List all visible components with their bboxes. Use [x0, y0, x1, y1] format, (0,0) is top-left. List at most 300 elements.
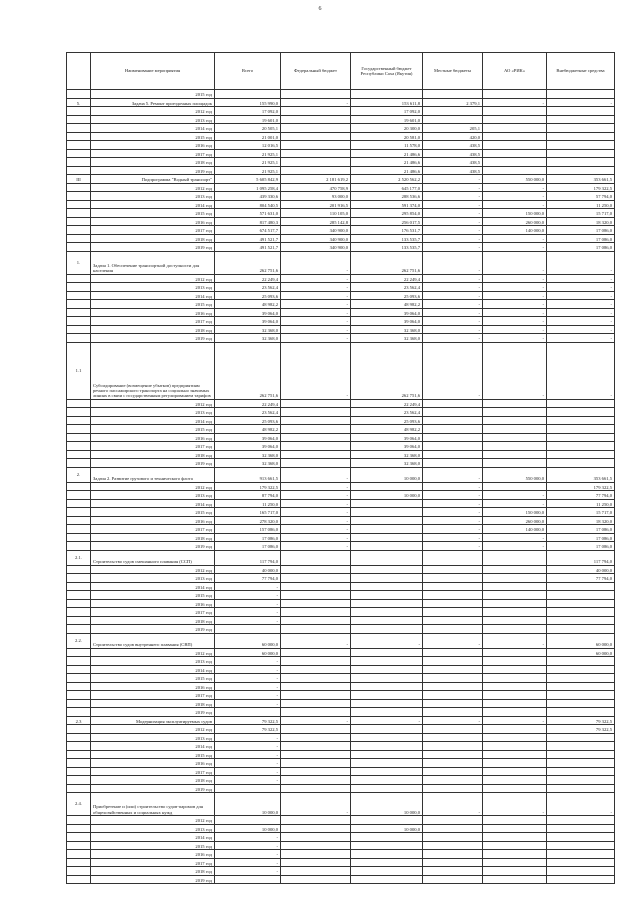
row-number: 2.4. — [67, 793, 91, 816]
row-number: III — [67, 175, 91, 184]
cell-state — [351, 542, 423, 551]
cell-federal: 340 900,0 — [281, 226, 351, 235]
cell-federal: - — [281, 499, 351, 508]
row-number — [67, 90, 91, 99]
cell-rik — [483, 565, 547, 574]
cell-extrabudget — [547, 625, 615, 634]
row-name: 2019 год — [91, 243, 215, 252]
cell-extrabudget: 17 086,0 — [547, 226, 615, 235]
cell-total: 60 000,0 — [215, 648, 281, 657]
cell-total: 117 794,0 — [215, 550, 281, 565]
cell-local — [423, 107, 483, 116]
table-row — [67, 158, 615, 167]
row-name: 2012 год — [91, 107, 215, 116]
row-name: 2019 год — [91, 334, 215, 343]
cell-federal — [281, 149, 351, 158]
cell-rik — [483, 816, 547, 825]
table-row — [67, 625, 615, 634]
row-number — [67, 725, 91, 734]
cell-extrabudget — [547, 115, 615, 124]
table-row — [67, 226, 615, 235]
cell-rik — [483, 733, 547, 742]
cell-rik — [483, 625, 547, 634]
row-name: 2013 год — [91, 283, 215, 292]
cell-federal: 470 758,9 — [281, 183, 351, 192]
table-row — [67, 234, 615, 243]
row-name: 2014 год — [91, 499, 215, 508]
table-row — [67, 149, 615, 158]
cell-extrabudget — [547, 425, 615, 434]
row-name: 2017 год — [91, 149, 215, 158]
cell-extrabudget — [547, 608, 615, 617]
cell-local: - — [423, 243, 483, 252]
table-row — [67, 274, 615, 283]
cell-state: - — [351, 633, 423, 648]
cell-state: 32 368,0 — [351, 334, 423, 343]
cell-rik: - — [483, 251, 547, 274]
cell-total: - — [215, 867, 281, 876]
table-row — [67, 408, 615, 417]
cell-total: - — [215, 582, 281, 591]
cell-total: 22 249,4 — [215, 399, 281, 408]
cell-federal — [281, 841, 351, 850]
cell-federal — [281, 858, 351, 867]
row-name: 2016 год — [91, 217, 215, 226]
cell-state: 48 982,2 — [351, 425, 423, 434]
cell-local: 438,5 — [423, 158, 483, 167]
cell-rik — [483, 767, 547, 776]
cell-local: - — [423, 334, 483, 343]
cell-rik — [483, 665, 547, 674]
row-name: 2019 год — [91, 708, 215, 717]
cell-federal: 201 916,5 — [281, 200, 351, 209]
cell-federal — [281, 657, 351, 666]
cell-rik: - — [483, 542, 547, 551]
cell-state — [351, 850, 423, 859]
cell-rik: 140 000,0 — [483, 226, 547, 235]
cell-rik — [483, 691, 547, 700]
row-number — [67, 699, 91, 708]
cell-state: 21 486,6 — [351, 158, 423, 167]
cell-extrabudget: - — [547, 793, 615, 816]
row-number — [67, 608, 91, 617]
cell-local: - — [423, 793, 483, 816]
cell-extrabudget — [547, 90, 615, 99]
cell-federal: - — [281, 308, 351, 317]
cell-extrabudget: - — [547, 308, 615, 317]
row-number — [67, 107, 91, 116]
row-name: 2014 год — [91, 742, 215, 751]
row-name: 2016 год — [91, 433, 215, 442]
row-name: 2018 год — [91, 325, 215, 334]
row-number — [67, 508, 91, 517]
cell-rik — [483, 115, 547, 124]
cell-federal — [281, 699, 351, 708]
cell-local — [423, 450, 483, 459]
table-row — [67, 824, 615, 833]
row-name: 2013 год — [91, 824, 215, 833]
cell-rik — [483, 875, 547, 884]
cell-local — [423, 867, 483, 876]
cell-rik — [483, 867, 547, 876]
cell-rik: - — [483, 633, 547, 648]
cell-local: - — [423, 542, 483, 551]
cell-local: - — [423, 183, 483, 192]
cell-local — [423, 833, 483, 842]
cell-state: 176 531,7 — [351, 226, 423, 235]
cell-total: 491 521,7 — [215, 243, 281, 252]
cell-extrabudget: 57 794,0 — [547, 192, 615, 201]
cell-rik — [483, 699, 547, 708]
cell-rik — [483, 450, 547, 459]
cell-federal — [281, 591, 351, 600]
row-number — [67, 574, 91, 583]
row-name: 2012 год — [91, 274, 215, 283]
table-row — [67, 251, 615, 274]
row-number — [67, 300, 91, 309]
cell-total: 17 086,0 — [215, 533, 281, 542]
cell-extrabudget: 117 794,0 — [547, 550, 615, 565]
cell-total — [215, 708, 281, 717]
table-row — [67, 665, 615, 674]
row-name: 2013 год — [91, 574, 215, 583]
row-number — [67, 149, 91, 158]
row-number — [67, 166, 91, 175]
row-number — [67, 209, 91, 218]
cell-total: 79 322,5 — [215, 725, 281, 734]
cell-extrabudget — [547, 408, 615, 417]
cell-state: 591 374,0 — [351, 200, 423, 209]
cell-total — [215, 816, 281, 825]
cell-local — [423, 115, 483, 124]
row-number — [67, 591, 91, 600]
row-name: 2019 год — [91, 542, 215, 551]
cell-federal — [281, 665, 351, 674]
cell-extrabudget — [547, 742, 615, 751]
cell-rik: 140 000,0 — [483, 525, 547, 534]
cell-total: 674 517,7 — [215, 226, 281, 235]
cell-rik: - — [483, 98, 547, 107]
cell-extrabudget — [547, 107, 615, 116]
cell-extrabudget — [547, 708, 615, 717]
cell-rik — [483, 425, 547, 434]
cell-extrabudget — [547, 784, 615, 793]
row-number — [67, 784, 91, 793]
cell-extrabudget — [547, 682, 615, 691]
cell-federal — [281, 425, 351, 434]
cell-rik — [483, 708, 547, 717]
row-number — [67, 750, 91, 759]
row-number — [67, 283, 91, 292]
table-row — [67, 648, 615, 657]
row-name: 2017 год — [91, 858, 215, 867]
row-number — [67, 192, 91, 201]
cell-extrabudget — [547, 776, 615, 785]
cell-state — [351, 742, 423, 751]
table-row — [67, 875, 615, 884]
cell-state: 48 982,2 — [351, 300, 423, 309]
row-number — [67, 665, 91, 674]
cell-local: - — [423, 467, 483, 482]
cell-federal — [281, 733, 351, 742]
cell-extrabudget — [547, 665, 615, 674]
cell-local — [423, 416, 483, 425]
cell-total: 817 480,3 — [215, 217, 281, 226]
cell-total: - — [215, 733, 281, 742]
cell-local — [423, 725, 483, 734]
cell-local: 420,0 — [423, 132, 483, 141]
cell-total: - — [215, 858, 281, 867]
row-name: 2018 год — [91, 867, 215, 876]
cell-rik — [483, 141, 547, 150]
cell-rik: - — [483, 533, 547, 542]
row-name: 2013 год — [91, 733, 215, 742]
cell-extrabudget: - — [547, 283, 615, 292]
cell-state — [351, 582, 423, 591]
row-name: 2016 год — [91, 141, 215, 150]
cell-local — [423, 824, 483, 833]
cell-local — [423, 665, 483, 674]
cell-federal: - — [281, 251, 351, 274]
cell-total: 77 794,0 — [215, 574, 281, 583]
cell-rik — [483, 149, 547, 158]
header-federal: Федеральный бюджет — [281, 53, 351, 90]
cell-total: 12 016,5 — [215, 141, 281, 150]
row-name: 2017 год — [91, 691, 215, 700]
table-row — [67, 850, 615, 859]
cell-extrabudget — [547, 433, 615, 442]
cell-state: 256 017,5 — [351, 217, 423, 226]
cell-total: - — [215, 850, 281, 859]
row-number: 1.1 — [67, 342, 91, 399]
cell-state: 23 562,4 — [351, 283, 423, 292]
cell-rik: - — [483, 243, 547, 252]
row-name: 2015 год — [91, 132, 215, 141]
cell-local — [423, 759, 483, 768]
cell-federal — [281, 784, 351, 793]
cell-extrabudget — [547, 599, 615, 608]
row-name: 2015 год — [91, 750, 215, 759]
row-number — [67, 334, 91, 343]
cell-extrabudget: 17 086,0 — [547, 542, 615, 551]
table-row — [67, 716, 615, 725]
row-number — [67, 841, 91, 850]
cell-local — [423, 657, 483, 666]
cell-state — [351, 759, 423, 768]
row-name: 2015 год — [91, 674, 215, 683]
cell-federal — [281, 459, 351, 468]
cell-federal: 340 900,0 — [281, 243, 351, 252]
cell-total: 5 605 842,9 — [215, 175, 281, 184]
cell-total: 17 092,0 — [215, 107, 281, 116]
table-row — [67, 442, 615, 451]
cell-local — [423, 708, 483, 717]
table-row — [67, 342, 615, 399]
cell-state — [351, 657, 423, 666]
cell-rik: - — [483, 334, 547, 343]
cell-total: - — [215, 591, 281, 600]
row-number — [67, 499, 91, 508]
cell-total: - — [215, 750, 281, 759]
table-row — [67, 132, 615, 141]
cell-state: 23 562,4 — [351, 408, 423, 417]
row-name: Строительство судов внутреннего плавания (СВП) — [91, 633, 215, 648]
cell-total: 439 330,6 — [215, 192, 281, 201]
row-name: Приобретение и (или) строительство судов-паромов для общехозяйственных и социальных нужд — [91, 793, 215, 816]
row-name: 2016 год — [91, 516, 215, 525]
cell-local — [423, 433, 483, 442]
cell-rik: - — [483, 234, 547, 243]
cell-state — [351, 699, 423, 708]
cell-total: - — [215, 608, 281, 617]
cell-state — [351, 841, 423, 850]
row-name: 2012 год — [91, 565, 215, 574]
table-row — [67, 115, 615, 124]
cell-state — [351, 499, 423, 508]
cell-total: 804 540,5 — [215, 200, 281, 209]
header-state: Государственный бюджет Республики Саха (Якутия) — [351, 53, 423, 90]
table-row — [67, 243, 615, 252]
row-number — [67, 115, 91, 124]
cell-total: - — [215, 599, 281, 608]
cell-state — [351, 725, 423, 734]
table-row — [67, 742, 615, 751]
cell-state: - — [351, 716, 423, 725]
row-number — [67, 158, 91, 167]
cell-federal — [281, 599, 351, 608]
row-name: Строительство судов смешанного плавания (ССП) — [91, 550, 215, 565]
cell-state: 10 000,0 — [351, 824, 423, 833]
cell-local — [423, 691, 483, 700]
row-number — [67, 416, 91, 425]
cell-rik — [483, 599, 547, 608]
cell-rik: 550 000,0 — [483, 175, 547, 184]
cell-total: 179 322,5 — [215, 482, 281, 491]
cell-state: 22 249,4 — [351, 399, 423, 408]
cell-federal: 110 105,0 — [281, 209, 351, 218]
table-row — [67, 784, 615, 793]
cell-local — [423, 648, 483, 657]
row-number — [67, 759, 91, 768]
cell-local — [423, 608, 483, 617]
cell-federal — [281, 416, 351, 425]
row-number — [67, 433, 91, 442]
cell-local — [423, 816, 483, 825]
row-number — [67, 482, 91, 491]
cell-federal: - — [281, 274, 351, 283]
cell-total: 278 320,0 — [215, 516, 281, 525]
cell-rik: 260 000,0 — [483, 217, 547, 226]
cell-federal — [281, 875, 351, 884]
cell-local — [423, 399, 483, 408]
cell-extrabudget: 179 322,5 — [547, 482, 615, 491]
table-row — [67, 682, 615, 691]
cell-extrabudget — [547, 674, 615, 683]
cell-state: 262 751,6 — [351, 342, 423, 399]
cell-total: 32 368,0 — [215, 325, 281, 334]
cell-local — [423, 858, 483, 867]
row-number — [67, 682, 91, 691]
cell-extrabudget: 15 717,0 — [547, 508, 615, 517]
row-name: 2017 год — [91, 767, 215, 776]
cell-rik: - — [483, 291, 547, 300]
cell-state: 25 093,6 — [351, 291, 423, 300]
cell-local: - — [423, 525, 483, 534]
row-number — [67, 833, 91, 842]
cell-rik: - — [483, 283, 547, 292]
cell-state: 288 536,6 — [351, 192, 423, 201]
cell-local: - — [423, 633, 483, 648]
cell-state: 21 486,6 — [351, 166, 423, 175]
cell-extrabudget: 18 320,0 — [547, 516, 615, 525]
cell-total: - — [215, 776, 281, 785]
table-row — [67, 467, 615, 482]
cell-local: - — [423, 274, 483, 283]
cell-extrabudget — [547, 399, 615, 408]
cell-total: 10 000,0 — [215, 793, 281, 816]
row-number — [67, 291, 91, 300]
row-number — [67, 616, 91, 625]
row-number — [67, 217, 91, 226]
cell-state: 39 064,0 — [351, 433, 423, 442]
cell-rik — [483, 582, 547, 591]
cell-federal — [281, 759, 351, 768]
row-number — [67, 776, 91, 785]
header-local: Местные бюджеты — [423, 53, 483, 90]
cell-extrabudget — [547, 759, 615, 768]
table-row — [67, 516, 615, 525]
row-number — [67, 408, 91, 417]
cell-local: - — [423, 482, 483, 491]
cell-federal: - — [281, 716, 351, 725]
cell-federal — [281, 115, 351, 124]
cell-local: - — [423, 499, 483, 508]
row-name: 2018 год — [91, 533, 215, 542]
cell-federal: - — [281, 525, 351, 534]
cell-federal — [281, 399, 351, 408]
row-number — [67, 442, 91, 451]
table-row — [67, 124, 615, 133]
cell-federal — [281, 682, 351, 691]
cell-extrabudget — [547, 582, 615, 591]
cell-extrabudget — [547, 841, 615, 850]
cell-state — [351, 525, 423, 534]
cell-total: 21 925,1 — [215, 166, 281, 175]
cell-total: 39 064,0 — [215, 433, 281, 442]
row-number: 1. — [67, 251, 91, 274]
cell-local — [423, 742, 483, 751]
cell-rik: 150 000,0 — [483, 209, 547, 218]
row-number — [67, 124, 91, 133]
cell-federal: - — [281, 633, 351, 648]
row-number — [67, 850, 91, 859]
row-name: 2016 год — [91, 308, 215, 317]
row-number: 2.2. — [67, 633, 91, 648]
row-name: 2017 год — [91, 442, 215, 451]
cell-state — [351, 625, 423, 634]
cell-state: 11 578,0 — [351, 141, 423, 150]
table-row — [67, 608, 615, 617]
row-number — [67, 525, 91, 534]
cell-local: - — [423, 491, 483, 500]
cell-federal — [281, 124, 351, 133]
cell-extrabudget — [547, 657, 615, 666]
cell-extrabudget: 353 661,5 — [547, 467, 615, 482]
cell-total: 48 982,2 — [215, 425, 281, 434]
cell-federal — [281, 408, 351, 417]
cell-extrabudget — [547, 867, 615, 876]
cell-federal — [281, 750, 351, 759]
